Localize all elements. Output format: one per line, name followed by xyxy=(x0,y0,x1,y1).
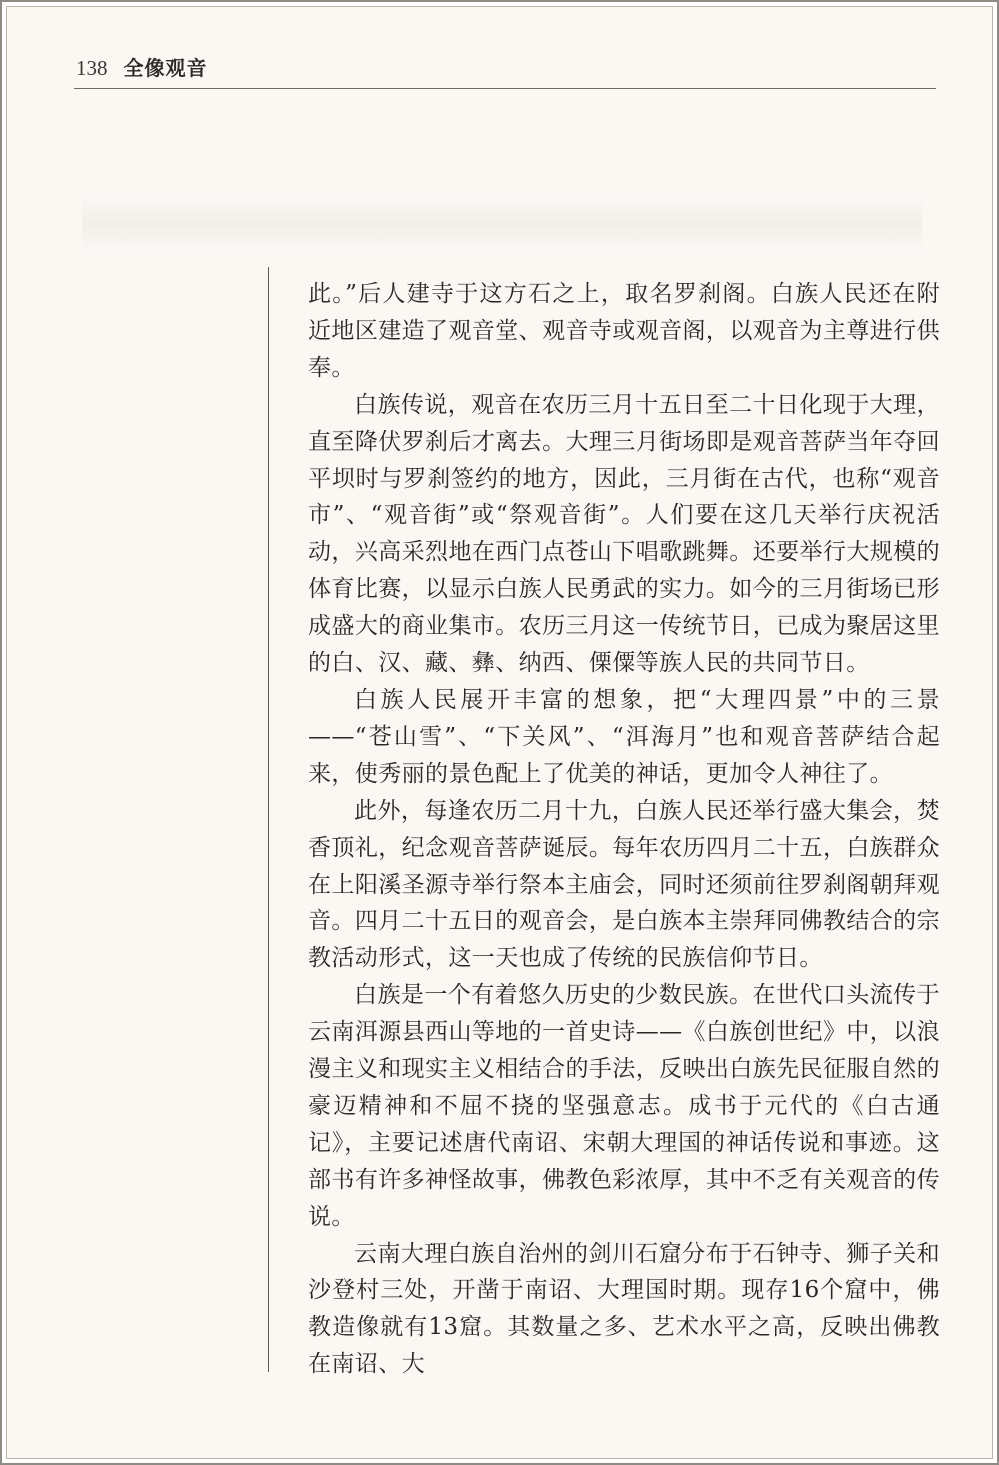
running-head xyxy=(76,52,208,86)
header-rule xyxy=(74,88,936,89)
paragraph: 白族人民展开丰富的想象，把“大理四景”中的三景——“苍山雪”、“下关风”、“洱海月”也和观音菩萨结合起来，使秀丽的景色配上了优美的神话，更加令人神往了。 xyxy=(308,686,940,787)
paragraph: 云南大理白族自治州的剑川石窟分布于石钟寺、狮子关和沙登村三处，开凿于南诏、大理国时期。现存16个窟中，佛教造像就有13窟。其数量之多、艺术水平之高，反映出佛教在南诏、大 xyxy=(308,1240,940,1378)
body-text xyxy=(308,276,940,1383)
margin-rule xyxy=(268,267,269,1372)
bleed-through-band xyxy=(82,197,922,251)
paragraph-continued: 此。”后人建寺于这方石之上，取名罗刹阁。白族人民还在附近地区建造了观音堂、观音寺或观音阁，以观音为主尊进行供奉。 xyxy=(308,281,940,381)
book-title: 全像观音 xyxy=(123,56,208,80)
paragraph: 白族是一个有着悠久历史的少数民族。在世代口头流传于云南洱源县西山等地的一首史诗——《白族创世纪》中，以浪漫主义和现实主义相结合的手法，反映出白族先民征服自然的豪迈精神和不屈不挠的坚强意志。成书于元代的《白古通记》，主要记述唐代南诏、宋朝大理国的神话传说和事迹。这部书有许多神怪故事，佛教色彩浓厚，其中不乏有关观音的传说。 xyxy=(308,982,940,1230)
paragraph: 白族传说，观音在农历三月十五日至二十日化现于大理，直至降伏罗刹后才离去。大理三月街场即是观音菩萨当年夺回平坝时与罗刹签约的地方，因此，三月街在古代，也称“观音市”、“观音街”或“祭观音街”。人们要在这几天举行庆祝活动，兴高采烈地在西门点苍山下唱歌跳舞。还要举行大规模的体育比赛，以显示白族人民勇武的实力。如今的三月街场已形成盛大的商业集市。农历三月这一传统节日，已成为聚居这里的白、汉、藏、彝、纳西、傈僳等族人民的共同节日。 xyxy=(308,391,940,677)
page-number: 138 xyxy=(76,56,108,80)
paragraph: 此外，每逢农历二月十九，白族人民还举行盛大集会，焚香顶礼，纪念观音菩萨诞辰。每年农历四月二十五，白族群众在上阳溪圣源寺举行祭本主庙会，同时还须前往罗刹阁朝拜观音。四月二十五日的观音会，是白族本主崇拜同佛教结合的宗教活动形式，这一天也成了传统的民族信仰节日。 xyxy=(308,797,940,972)
